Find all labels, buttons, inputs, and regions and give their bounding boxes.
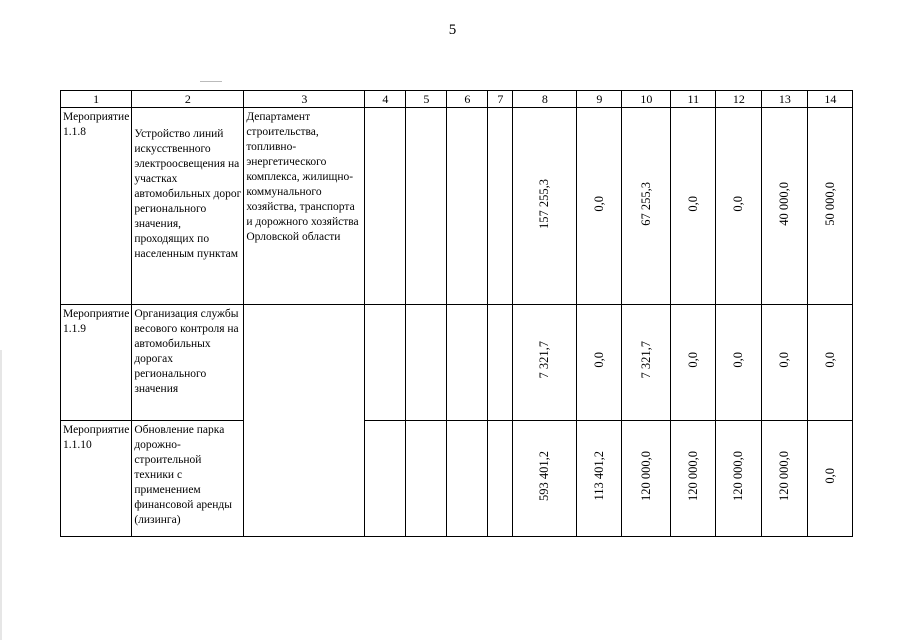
value-text: 0,0: [822, 352, 837, 368]
responsible-department: Департамент строительства, топливно-энергетического комплекса, жилищно-коммунального хозяйства, транспорта и дорожного хозяйства Орловской области: [244, 108, 365, 305]
value-text: 40 000,0: [777, 181, 792, 226]
value-cell: [577, 305, 622, 421]
table-row: [61, 108, 853, 305]
value-text: 120 000,0: [777, 451, 792, 501]
value-cell: [513, 305, 577, 421]
value-text: 50 000,0: [822, 181, 837, 226]
value-cell: [808, 108, 853, 305]
value-text: 0,0: [822, 468, 837, 484]
value-text: 120 000,0: [731, 451, 746, 501]
empty-cell: [488, 421, 513, 537]
value-cell: [671, 305, 716, 421]
value-cell: [762, 108, 808, 305]
value-cell: [716, 421, 762, 537]
value-text: 7 321,7: [537, 341, 552, 379]
value-text: 0,0: [777, 352, 792, 368]
header-cell: 6: [447, 91, 488, 108]
measure-name: Организация службы весового контроля на автомобильных дорогах регионального значения: [132, 305, 244, 421]
measure-code: Мероприятие 1.1.10: [61, 421, 132, 537]
value-text: 0,0: [685, 195, 700, 212]
value-cell: [622, 305, 671, 421]
value-cell: [716, 108, 762, 305]
header-cell: 13: [762, 91, 808, 108]
measure-code: Мероприятие 1.1.8: [61, 108, 132, 305]
header-cell: 7: [488, 91, 513, 108]
empty-cell: [447, 421, 488, 537]
header-cell: 9: [577, 91, 622, 108]
value-cell: [671, 108, 716, 305]
header-cell: 3: [244, 91, 365, 108]
empty-cell: [406, 108, 447, 305]
header-cell: 11: [671, 91, 716, 108]
value-cell: [762, 421, 808, 537]
measure-name: Обновление парка дорожно-строительной техники с применением финансовой аренды (лизинга): [132, 421, 244, 537]
empty-cell: [488, 108, 513, 305]
value-text: 113 401,2: [591, 451, 606, 501]
empty-cell: [488, 305, 513, 421]
measure-code: Мероприятие 1.1.9: [61, 305, 132, 421]
empty-cell: [365, 305, 406, 421]
value-text: 0,0: [731, 352, 746, 368]
value-cell: [808, 305, 853, 421]
table-row: [61, 305, 853, 421]
header-cell: 14: [808, 91, 853, 108]
page-number: 5: [448, 22, 457, 38]
value-text: 0,0: [591, 195, 606, 212]
header-cell: 5: [406, 91, 447, 108]
value-cell: [716, 305, 762, 421]
department-merged-cell: [244, 305, 365, 537]
value-cell: [577, 108, 622, 305]
value-text: 120 000,0: [685, 451, 700, 501]
value-cell: [577, 421, 622, 537]
header-cell: 8: [513, 91, 577, 108]
empty-cell: [365, 108, 406, 305]
value-cell: [622, 108, 671, 305]
value-text: 0,0: [685, 352, 700, 368]
value-text: 0,0: [591, 352, 606, 368]
value-text: 593 401,2: [537, 451, 552, 501]
empty-cell: [406, 421, 447, 537]
header-cell: 1: [61, 91, 132, 108]
empty-cell: [447, 305, 488, 421]
value-text: 7 321,7: [638, 341, 653, 379]
header-cell: 12: [716, 91, 762, 108]
scan-edge-shadow: [0, 350, 2, 640]
scan-artifact-line: [200, 81, 222, 82]
value-text: 157 255,3: [537, 178, 552, 229]
header-cell: 2: [132, 91, 244, 108]
measure-name: Устройство линий искусственного электроосвещения на участках автомобильных дорог регионального значения, проходящих по населенным пунктам: [132, 108, 244, 305]
value-cell: [513, 421, 577, 537]
value-cell: [513, 108, 577, 305]
header-row: [61, 91, 853, 108]
empty-cell: [447, 108, 488, 305]
header-cell: 4: [365, 91, 406, 108]
value-text: 0,0: [731, 195, 746, 212]
table-row: [61, 421, 853, 537]
value-text: 67 255,3: [638, 181, 653, 226]
budget-table: [60, 90, 853, 537]
value-cell: [622, 421, 671, 537]
value-cell: [671, 421, 716, 537]
header-cell: 10: [622, 91, 671, 108]
value-text: 120 000,0: [638, 451, 653, 501]
empty-cell: [365, 421, 406, 537]
value-cell: [808, 421, 853, 537]
empty-cell: [406, 305, 447, 421]
value-cell: [762, 305, 808, 421]
